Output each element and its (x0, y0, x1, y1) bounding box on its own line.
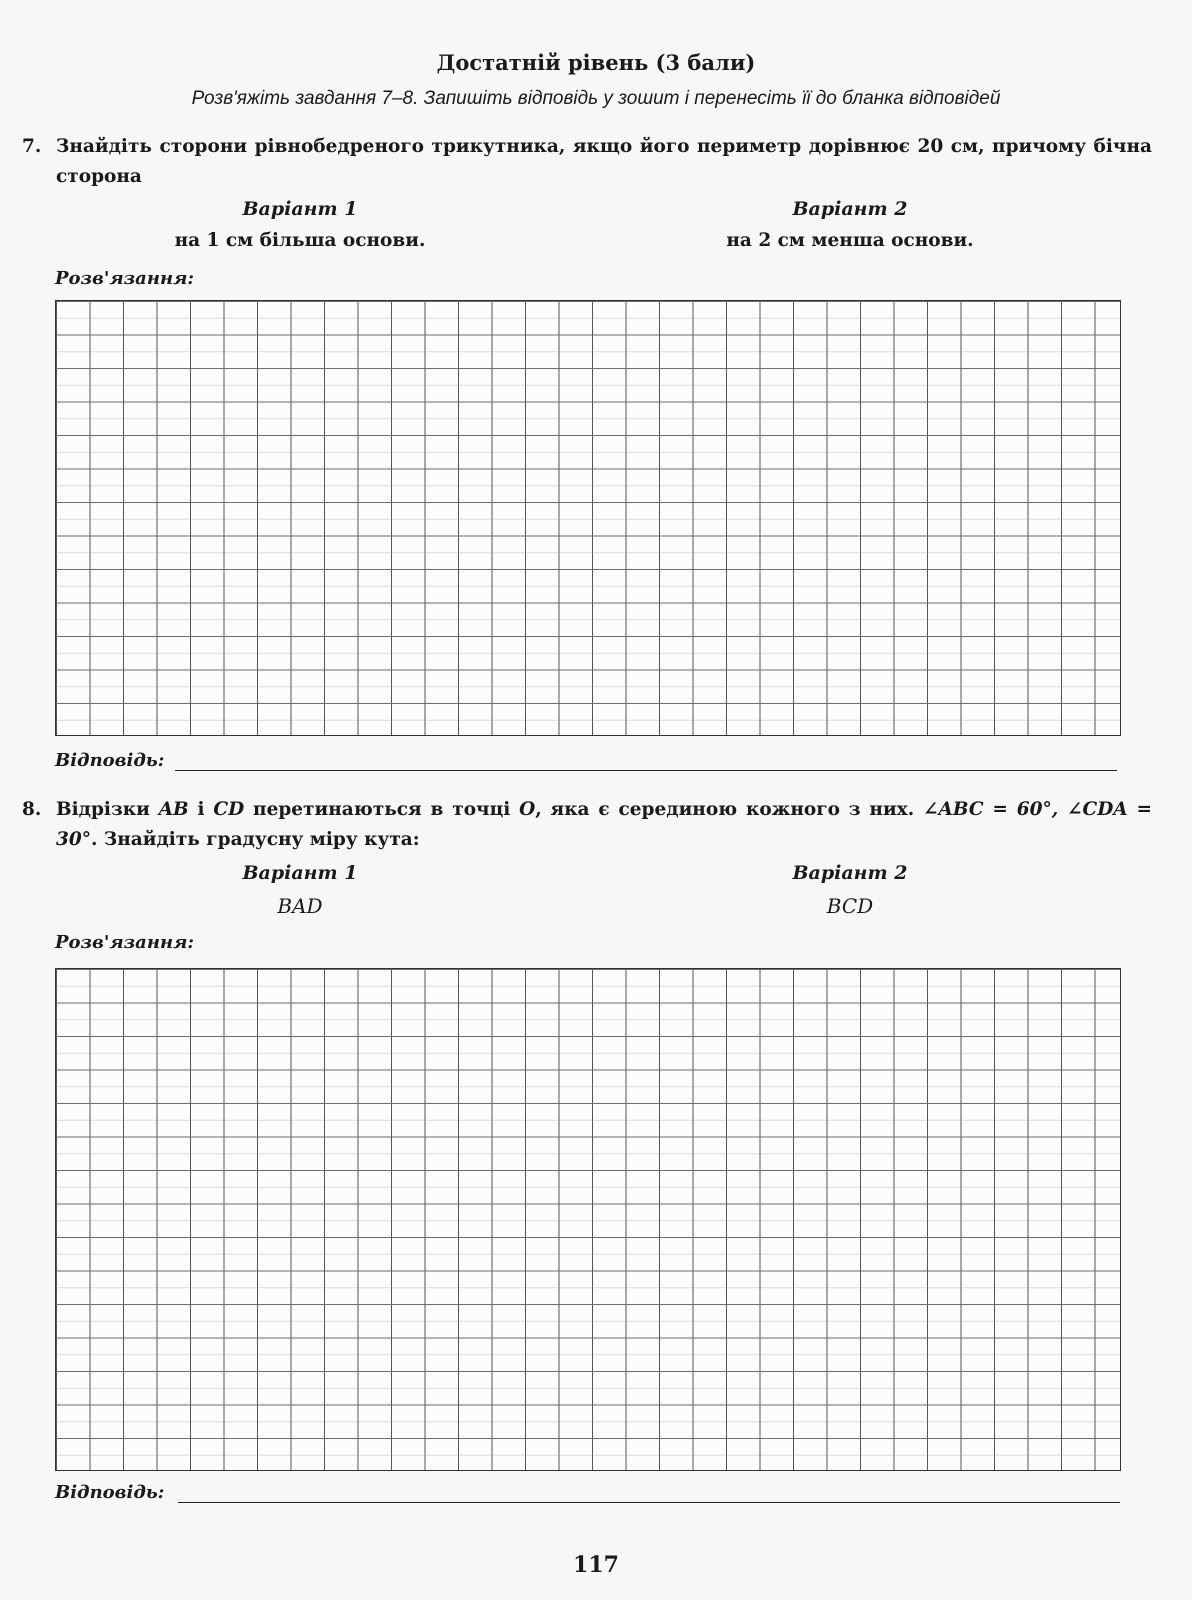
page-number: 117 (573, 1552, 619, 1578)
task-8-text-part1: Відрізки (56, 799, 159, 820)
task-7-solution-grid[interactable] (55, 300, 1121, 736)
task-8 (22, 795, 1152, 855)
task-8-text-part3: перетинаються в точці (244, 799, 520, 820)
task-7-variant-2-heading: Варіант 2 (792, 198, 908, 220)
task-8-solution-grid[interactable] (55, 968, 1121, 1471)
grid-subdivisions (56, 301, 1120, 735)
angle-cda: ∠CDA = 30° (56, 799, 1152, 850)
level-title: Достатній рівень (3 бали) (436, 50, 756, 75)
segment-ab: AB (158, 799, 189, 820)
point-o: O (519, 799, 536, 820)
task-8-variant-2-heading: Варіант 2 (792, 862, 908, 884)
task-8-text-part4: , яка є серединою кожного з них. (535, 799, 923, 820)
task-8-text (56, 795, 1152, 855)
task-8-variant-1-heading: Варіант 1 (242, 862, 358, 884)
task-7-answer-label: Відповідь: (55, 750, 165, 771)
task-7-solution-label: Розв'язання: (55, 268, 195, 289)
task-7-text: Знайдіть сторони рівнобедреного трикутника, якщо його периметр дорівнює 20 см, причому бічна сторона (56, 136, 1152, 187)
grid-subdivisions (56, 969, 1120, 1470)
instructions: Розв'яжіть завдання 7–8. Запишіть відповідь у зошит і перенесіть її до бланка відповідей (191, 88, 1001, 109)
task-8-solution-label: Розв'язання: (55, 932, 195, 953)
task-8-text-part2: і (188, 799, 214, 820)
task-7 (22, 132, 1152, 192)
task-7-variant-1-heading: Варіант 1 (242, 198, 358, 220)
task-7-number: 7. (22, 136, 42, 157)
task-8-variant-2-value: BCD (826, 894, 874, 918)
task-8-variant-1-value: BAD (277, 894, 323, 918)
angle-abc: ∠ABC = 60°, (922, 799, 1059, 820)
task-7-variant-1-text: на 1 см більша основи. (174, 230, 426, 251)
task-7-variant-2-text: на 2 см менша основи. (726, 230, 974, 251)
task-7-answer-line[interactable] (175, 770, 1117, 771)
task-8-text-part5: . Знайдіть градусну міру кута: (91, 829, 420, 850)
task-8-answer-label: Відповідь: (55, 1482, 165, 1503)
task-8-number: 8. (22, 799, 42, 820)
task-8-answer-line[interactable] (178, 1502, 1120, 1503)
segment-cd: CD (213, 799, 245, 820)
